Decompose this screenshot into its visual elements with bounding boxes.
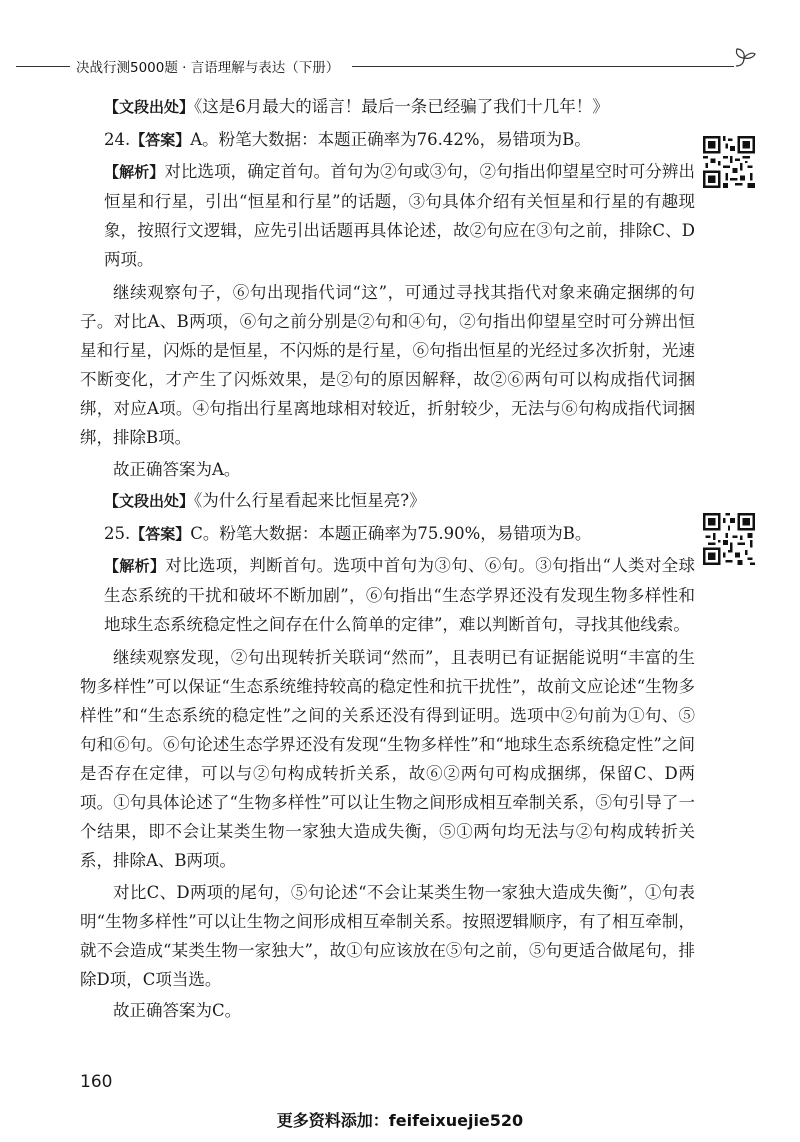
answer-tag: 【答案】: [130, 524, 191, 543]
answer-text: A。粉笔大数据：本题正确率为76.42%，易错项为B。: [190, 129, 591, 149]
answer-tag: 【答案】: [130, 130, 191, 149]
q24-answer: [80, 125, 695, 155]
q25-paragraph2: 继续观察发现，②句出现转折关联词“然而”，且表明已有证据能说明“丰富的生物多样性”可以保证“生态系统维持较高的稳定性和抗干扰性”，故前文应论述“生物多样性”和“生态系统的稳定性”之间的关系还没有得到证明。选项中②句前为①句、⑤句和⑥句。⑥句论述生态学界还没有发现“生物多样性”和“地球生态系统稳定性”之间是否存在定律，可以与②句构成转折关系，故⑥②两句可构成捆绑，保留C、D两项。①句具体论述了“生物多样性”可以让生物之间形成相互牵制关系，⑤句引导了一个结果，即不会让某类生物一家独大造成失衡，⑤①两句均无法与②句构成转折关系，排除A、B两项。: [80, 648, 695, 870]
q24-source: [80, 92, 695, 122]
q24-analysis: [80, 157, 695, 274]
page-body: [80, 92, 695, 1028]
header-rule-left: [16, 66, 70, 67]
q25-conclusion: 故正确答案为C。: [113, 1001, 242, 1020]
qr-code-q24[interactable]: [703, 136, 755, 188]
analysis-text: 对比选项，判断首句。选项中首句为③句、⑥句。③句指出“人类对全球生态系统的干扰和破坏不断加剧”，⑥句指出“生态学界还没有发现生物多样性和地球生态系统稳定性之间存在什么简单的定律”，难以判断首句，寻找其他线索。: [104, 556, 695, 634]
source-tag: 【文段出处】: [104, 98, 195, 116]
header-title: 决战行测5000题 · 言语理解与表达（下册）: [76, 60, 340, 76]
source-tag: 【文段出处】: [104, 492, 195, 510]
source-text: 《为什么行星看起来比恒星亮?》: [194, 491, 426, 510]
q25-analysis: [80, 551, 695, 639]
q24-conclusion: 故正确答案为A。: [113, 459, 241, 479]
source-text: 《这是6月最大的谣言！最后一条已经骗了我们十几年！》: [194, 97, 609, 116]
analysis-tag: 【解析】: [104, 163, 165, 181]
question-number: 25.: [104, 523, 131, 543]
q25-answer: [80, 519, 695, 549]
header-rule-right: [352, 66, 734, 67]
q25-source: [80, 486, 695, 516]
q25-paragraph3: 对比C、D两项的尾句，⑤句论述“不会让某类生物一家独大造成失衡”，①句表明“生物多样性”可以让生物之间形成相互牵制关系。按照逻辑顺序，有了相互牵制，就不会造成“某类生物一家独大”，故①句应该放在⑤句之前，⑤句更适合做尾句，排除D项，C项当选。: [80, 882, 695, 989]
analysis-text: 对比选项，确定首句。首句为②句或③句，②句指出仰望星空时可分辨出恒星和行星，引出“恒星和行星”的话题，③句具体介绍有关恒星和行星的有趣现象，按照行文逻辑，应先引出话题再具体论述，故②句应在③句之前，排除C、D两项。: [104, 162, 695, 269]
q24-paragraph2: 继续观察句子，⑥句出现指代词“这”，可通过寻找其指代对象来确定捆绑的句子。对比A、B两项，⑥句之前分别是②句和④句，②句指出仰望星空时可分辨出恒星和行星，闪烁的是恒星，不闪烁的是行星，⑥句指出恒星的光经过多次折射，光速不断变化，才产生了闪烁效果，是②句的原因解释，故②⑥两句可以构成指代词捆绑，对应A项。④句指出行星离地球相对较近，折射较少，无法与⑥句构成指代词捆绑，排除B项。: [80, 283, 695, 447]
answer-text: C。粉笔大数据：本题正确率为75.90%，易错项为B。: [190, 523, 592, 543]
running-header: [0, 54, 800, 80]
question-number: 24.: [104, 129, 131, 149]
footer-promo: 更多资料添加：feifeixuejie520: [276, 1111, 524, 1130]
qr-code-q25[interactable]: [703, 513, 755, 565]
page-number: 160: [80, 1072, 113, 1092]
analysis-tag: 【解析】: [104, 557, 166, 575]
sprout-icon: [730, 40, 758, 74]
